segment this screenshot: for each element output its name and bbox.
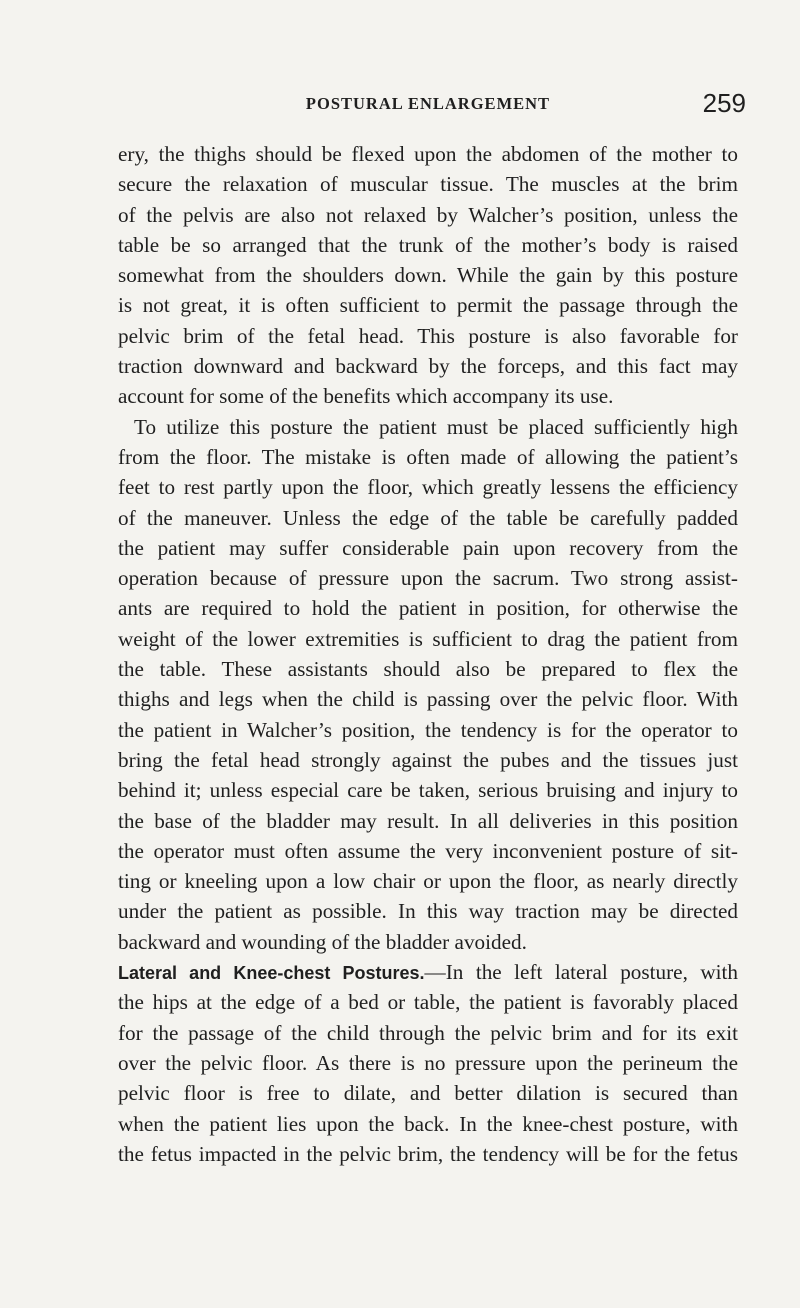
text-line: operation because of pressure upon the sacrum. Two strong assist- [118, 566, 738, 591]
section-heading-line [118, 957, 738, 987]
text-line: the operator must often assume the very inconvenient posture of sit- [118, 838, 738, 863]
text-line: under the patient as possible. In this way traction may be directed [118, 899, 738, 924]
text-line: the fetus impacted in the pelvic brim, the tendency will be for the fetus [118, 1141, 738, 1166]
text-line: when the patient lies upon the back. In the knee-chest posture, with [118, 1111, 738, 1136]
text-line: secure the relaxation of muscular tissue. The muscles at the brim [118, 172, 738, 197]
text-line-continuation: —In the left lateral posture, with [424, 960, 738, 985]
text-line: behind it; unless especial care be taken, serious bruising and injury to [118, 778, 738, 803]
text-line: thighs and legs when the child is passing over the pelvic floor. With [118, 687, 738, 712]
text-line: backward and wounding of the bladder avoided. [118, 929, 527, 954]
text-line: weight of the lower extremities is sufficient to drag the patient from [118, 626, 738, 651]
text-line: for the passage of the child through the pelvic brim and for its exit [118, 1020, 738, 1045]
text-line: traction downward and backward by the forceps, and this fact may [118, 354, 738, 379]
section-heading: Lateral and Knee-chest Postures. [118, 963, 425, 984]
text-line: table be so arranged that the trunk of the mother’s body is raised [118, 232, 738, 257]
text-line: bring the fetal head strongly against the pubes and the tissues just [118, 747, 738, 772]
text-line: over the pelvic floor. As there is no pressure upon the perineum the [118, 1050, 738, 1075]
text-line: the hips at the edge of a bed or table, the patient is favorably placed [118, 990, 738, 1015]
text-line: the table. These assistants should also be prepared to flex the [118, 657, 738, 682]
running-head [118, 88, 746, 120]
body-text [118, 139, 738, 1169]
text-line: the patient may suffer considerable pain upon recovery from the [118, 535, 738, 560]
text-line: is not great, it is often sufficient to permit the passage through the [118, 293, 738, 318]
text-line: ants are required to hold the patient in position, for otherwise the [118, 596, 738, 621]
text-line: To utilize this posture the patient must be placed sufficiently high [134, 414, 738, 439]
text-line: ting or kneeling upon a low chair or upon the floor, as nearly directly [118, 869, 738, 894]
text-line: the patient in Walcher’s position, the tendency is for the operator to [118, 717, 738, 742]
text-line: of the maneuver. Unless the edge of the table be carefully padded [118, 505, 738, 530]
text-line: ery, the thighs should be flexed upon the abdomen of the mother to [118, 142, 738, 166]
text-line: of the pelvis are also not relaxed by Walcher’s position, unless the [118, 202, 738, 227]
text-line: the base of the bladder may result. In all deliveries in this position [118, 808, 738, 833]
text-line: from the floor. The mistake is often made of allowing the patient’s [118, 444, 738, 469]
text-line: pelvic floor is free to dilate, and better dilation is secured than [118, 1081, 738, 1106]
page-number: 259 [702, 88, 746, 118]
text-line: somewhat from the shoulders down. While the gain by this posture [118, 263, 738, 288]
text-line: account for some of the benefits which accompany its use. [118, 384, 614, 409]
running-title: POSTURAL ENLARGEMENT [305, 94, 551, 113]
text-line: feet to rest partly upon the floor, which greatly lessens the efficiency [118, 475, 738, 500]
text-line: pelvic brim of the fetal head. This posture is also favorable for [118, 323, 738, 348]
